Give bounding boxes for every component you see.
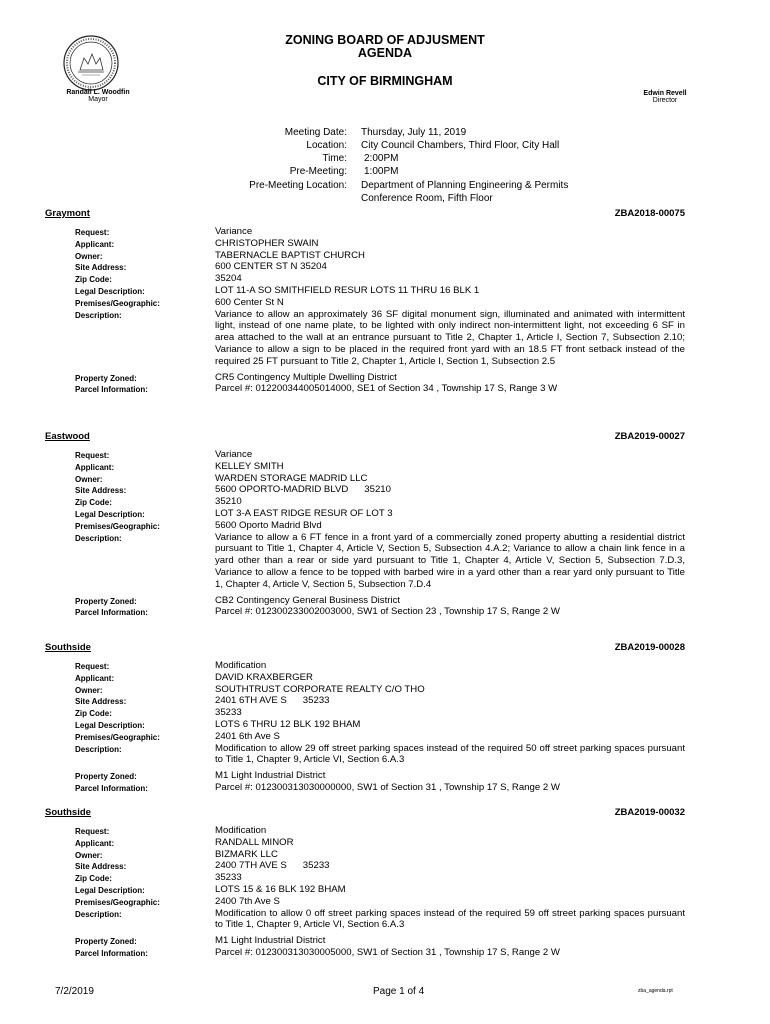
case-area: Southside <box>45 642 91 653</box>
zoned-row <box>45 935 685 947</box>
premises-value: 5600 Oporto Madrid Blvd <box>215 519 322 531</box>
premises-label: Premises/Geographic: <box>75 732 160 742</box>
site-address-label: Site Address: <box>75 697 127 707</box>
applicant-row <box>45 672 685 684</box>
zoned-value: M1 Light Industrial District <box>215 935 326 947</box>
request-value: Variance <box>215 226 253 237</box>
director-role: Director <box>652 97 678 104</box>
zoned-value: CR5 Contingency Multiple Dwelling District <box>215 371 397 383</box>
owner-value: TABERNACLE BAPTIST CHURCH <box>215 249 365 261</box>
parcel-label: Parcel Information: <box>75 608 148 618</box>
premises-row <box>45 731 685 743</box>
request-row <box>45 226 685 238</box>
premeeting-location-2: Conference Room, Fifth Floor <box>361 193 493 204</box>
case-section <box>45 208 685 395</box>
description-value: Variance to allow an approximately 36 SF digital monument sign, illuminated and animated with intermittent light, instead of one name plate, to be lighted with only indirect non-intermittent light, not exceeding 6 SF in area attached to the wall at an entrance pursuant to Title 2, Chapter 1, Article I, Section 7, Subsection 2.10; Variance to allow a sign to be placed in the required front yard with an 18.5 FT front setback instead of the required 25 FT pursuant to Title 2, Chapter 1, Article I, Section 1, Subsection 2.5 <box>215 308 685 367</box>
parcel-row <box>45 782 685 794</box>
applicant-row <box>45 837 685 849</box>
premises-row <box>45 520 685 532</box>
footer-file: zba_agenda.rpt <box>638 988 673 994</box>
applicant-row <box>45 238 685 250</box>
applicant-label: Applicant: <box>75 673 115 683</box>
zip-label: Zip Code: <box>75 874 112 884</box>
case-header <box>45 807 685 820</box>
legal-value: LOT 11-A SO SMITHFIELD RESUR LOTS 11 THRU 16 BLK 1 <box>215 284 480 296</box>
request-value: Modification <box>215 825 267 836</box>
parcel-label: Parcel Information: <box>75 385 148 395</box>
owner-value: SOUTHTRUST CORPORATE REALTY C/O THO <box>215 683 425 695</box>
zip-label: Zip Code: <box>75 709 112 719</box>
footer-date: 7/2/2019 <box>55 986 94 997</box>
parcel-row <box>45 606 685 618</box>
parcel-value: Parcel #: 012300233002003000, SW1 of Section 23 , Township 17 S, Range 2 W <box>215 606 560 618</box>
premeeting-location-1: Department of Planning Engineering & Permits <box>361 180 569 191</box>
applicant-label: Applicant: <box>75 838 115 848</box>
zoned-value: CB2 Contingency General Business District <box>215 594 401 606</box>
owner-row <box>45 684 685 696</box>
premises-value: 2400 7th Ave S <box>215 895 280 907</box>
request-row <box>45 449 685 461</box>
parcel-row <box>45 947 685 959</box>
applicant-label: Applicant: <box>75 239 115 249</box>
applicant-row <box>45 461 685 473</box>
footer-page: Page 1 of 4 <box>373 986 425 997</box>
legal-value: LOT 3-A EAST RIDGE RESUR OF LOT 3 <box>215 507 393 519</box>
zip-label: Zip Code: <box>75 275 112 285</box>
legal-row <box>45 285 685 297</box>
director-block <box>630 90 700 104</box>
description-row <box>45 743 685 767</box>
zip-row <box>45 707 685 719</box>
request-label: Request: <box>75 662 110 671</box>
description-label: Description: <box>75 533 122 543</box>
site-address-label: Site Address: <box>75 263 127 273</box>
case-number: ZBA2019-00032 <box>614 807 685 818</box>
document-subtitle: AGENDA <box>357 46 413 60</box>
applicant-value: KELLEY SMITH <box>215 460 284 472</box>
zip-label: Zip Code: <box>75 498 112 508</box>
owner-value: BIZMARK LLC <box>215 848 278 860</box>
premises-value: 600 Center St N <box>215 296 284 308</box>
parcel-label: Parcel Information: <box>75 783 148 793</box>
case-area: Graymont <box>45 208 90 219</box>
request-row <box>45 660 685 672</box>
case-header <box>45 642 685 655</box>
case-area: Eastwood <box>45 431 90 442</box>
site-address-value: 5600 OPORTO-MADRID BLVD 35210 <box>215 484 391 496</box>
premises-row <box>45 297 685 309</box>
zoned-value: M1 Light Industrial District <box>215 770 326 782</box>
legal-row <box>45 719 685 731</box>
description-label: Description: <box>75 310 122 320</box>
description-label: Description: <box>75 744 122 754</box>
case-header <box>45 431 685 444</box>
request-label: Request: <box>75 228 110 237</box>
zoned-label: Property Zoned: <box>75 596 137 606</box>
zoned-label: Property Zoned: <box>75 937 137 947</box>
meeting-location: City Council Chambers, Third Floor, City Hall <box>361 140 560 151</box>
legal-row <box>45 884 685 896</box>
parcel-label: Parcel Information: <box>75 948 148 958</box>
description-row <box>45 532 685 591</box>
applicant-value: CHRISTOPHER SWAIN <box>215 237 319 249</box>
case-section <box>45 642 685 794</box>
description-value: Variance to allow a 6 FT fence in a front yard of a commercially zoned property abutting a residential district pursuant to Title 1, Chapter 4, Article V, Section 5, Subsection 4.A.2; Variance to allow a chain link fence in a yard other than a rear or side yard pursuant to Title 1, Chapter 4, Article V, Section 5, Subsection 7.D.3, Variance to allow a fence to be topped with barbed wire in a yard other than a rear yard only pursuant to Title 1, Chapter 4, Article V, Section 5, Subsection 7.D.4 <box>215 531 685 590</box>
description-row <box>45 908 685 932</box>
document-title: ZONING BOARD OF ADJUSMENT <box>285 33 485 47</box>
applicant-label: Applicant: <box>75 462 115 472</box>
premeeting-time: 1:00PM <box>364 166 399 177</box>
owner-label: Owner: <box>75 685 103 695</box>
description-row <box>45 309 685 368</box>
owner-row <box>45 849 685 861</box>
site-address-row <box>45 695 685 707</box>
premises-row <box>45 896 685 908</box>
description-value: Modification to allow 0 off street parking spaces instead of the required 59 off street parking spaces pursuant to Title 1, Chapter 9, Article VI, Section 6.A.3 <box>215 907 685 931</box>
zip-value: 35233 <box>215 872 242 884</box>
site-address-label: Site Address: <box>75 486 127 496</box>
city-name: CITY OF BIRMINGHAM <box>317 74 453 88</box>
zoned-label: Property Zoned: <box>75 373 137 383</box>
description-label: Description: <box>75 909 122 919</box>
case-header <box>45 208 685 221</box>
premeeting-label: Pre-Meeting: <box>289 166 347 177</box>
legal-row <box>45 508 685 520</box>
legal-value: LOTS 6 THRU 12 BLK 192 BHAM <box>215 718 361 730</box>
case-number: ZBA2019-00027 <box>614 431 685 442</box>
zip-row <box>45 872 685 884</box>
site-address-row <box>45 860 685 872</box>
case-section <box>45 807 685 959</box>
zoned-row <box>45 372 685 384</box>
director-name: Edwin Revell <box>643 90 687 97</box>
owner-label: Owner: <box>75 850 103 860</box>
zip-row <box>45 496 685 508</box>
owner-label: Owner: <box>75 474 103 484</box>
description-value: Modification to allow 29 off street parking spaces instead of the required 50 off street parking spaces pursuant to Title 1, Chapter 9, Article VI, Section 6.A.3 <box>215 742 685 766</box>
mayor-role: Mayor <box>88 96 108 103</box>
meeting-date-label: Meeting Date: <box>284 127 347 138</box>
legal-label: Legal Description: <box>75 885 145 895</box>
case-number: ZBA2018-00075 <box>614 208 685 219</box>
site-address-value: 2401 6TH AVE S 35233 <box>215 695 330 707</box>
zip-value: 35233 <box>215 707 242 719</box>
case-number: ZBA2019-00028 <box>614 642 685 653</box>
owner-value: WARDEN STORAGE MADRID LLC <box>215 472 368 484</box>
case-section <box>45 431 685 618</box>
meeting-info <box>200 126 624 205</box>
location-label: Location: <box>306 140 347 151</box>
site-address-label: Site Address: <box>75 862 127 872</box>
owner-row <box>45 250 685 262</box>
zip-row <box>45 273 685 285</box>
premises-label: Premises/Geographic: <box>75 298 160 308</box>
zoned-row <box>45 770 685 782</box>
parcel-value: Parcel #: 012300313030005000, SW1 of Section 31 , Township 17 S, Range 2 W <box>215 946 560 958</box>
zoned-row <box>45 595 685 607</box>
parcel-row <box>45 383 685 395</box>
time-label: Time: <box>322 153 347 164</box>
premises-value: 2401 6th Ave S <box>215 730 280 742</box>
mayor-block <box>58 89 138 103</box>
owner-label: Owner: <box>75 251 103 261</box>
zip-value: 35210 <box>215 496 242 508</box>
request-value: Variance <box>215 449 253 460</box>
zoned-label: Property Zoned: <box>75 772 137 782</box>
case-area: Southside <box>45 807 91 818</box>
meeting-date: Thursday, July 11, 2019 <box>361 127 467 138</box>
site-address-value: 2400 7TH AVE S 35233 <box>215 860 330 872</box>
zip-value: 35204 <box>215 273 242 285</box>
meeting-time: 2:00PM <box>364 153 399 164</box>
applicant-value: RANDALL MINOR <box>215 836 294 848</box>
site-address-row <box>45 484 685 496</box>
request-label: Request: <box>75 827 110 836</box>
site-address-value: 600 CENTER ST N 35204 <box>215 261 327 273</box>
parcel-value: Parcel #: 012300313030000000, SW1 of Section 31 , Township 17 S, Range 2 W <box>215 781 560 793</box>
request-label: Request: <box>75 451 110 460</box>
legal-label: Legal Description: <box>75 286 145 296</box>
parcel-value: Parcel #: 012200344005014000, SE1 of Section 34 , Township 17 S, Range 3 W <box>215 383 558 395</box>
premises-label: Premises/Geographic: <box>75 521 160 531</box>
premeeting-location-label: Pre-Meeting Location: <box>249 180 347 191</box>
request-value: Modification <box>215 660 267 671</box>
mayor-name: Randall L. Woodfin <box>66 89 130 96</box>
legal-value: LOTS 15 & 16 BLK 192 BHAM <box>215 883 346 895</box>
site-address-row <box>45 261 685 273</box>
applicant-value: DAVID KRAXBERGER <box>215 671 313 683</box>
owner-row <box>45 473 685 485</box>
premises-label: Premises/Geographic: <box>75 897 160 907</box>
legal-label: Legal Description: <box>75 720 145 730</box>
legal-label: Legal Description: <box>75 509 145 519</box>
request-row <box>45 825 685 837</box>
